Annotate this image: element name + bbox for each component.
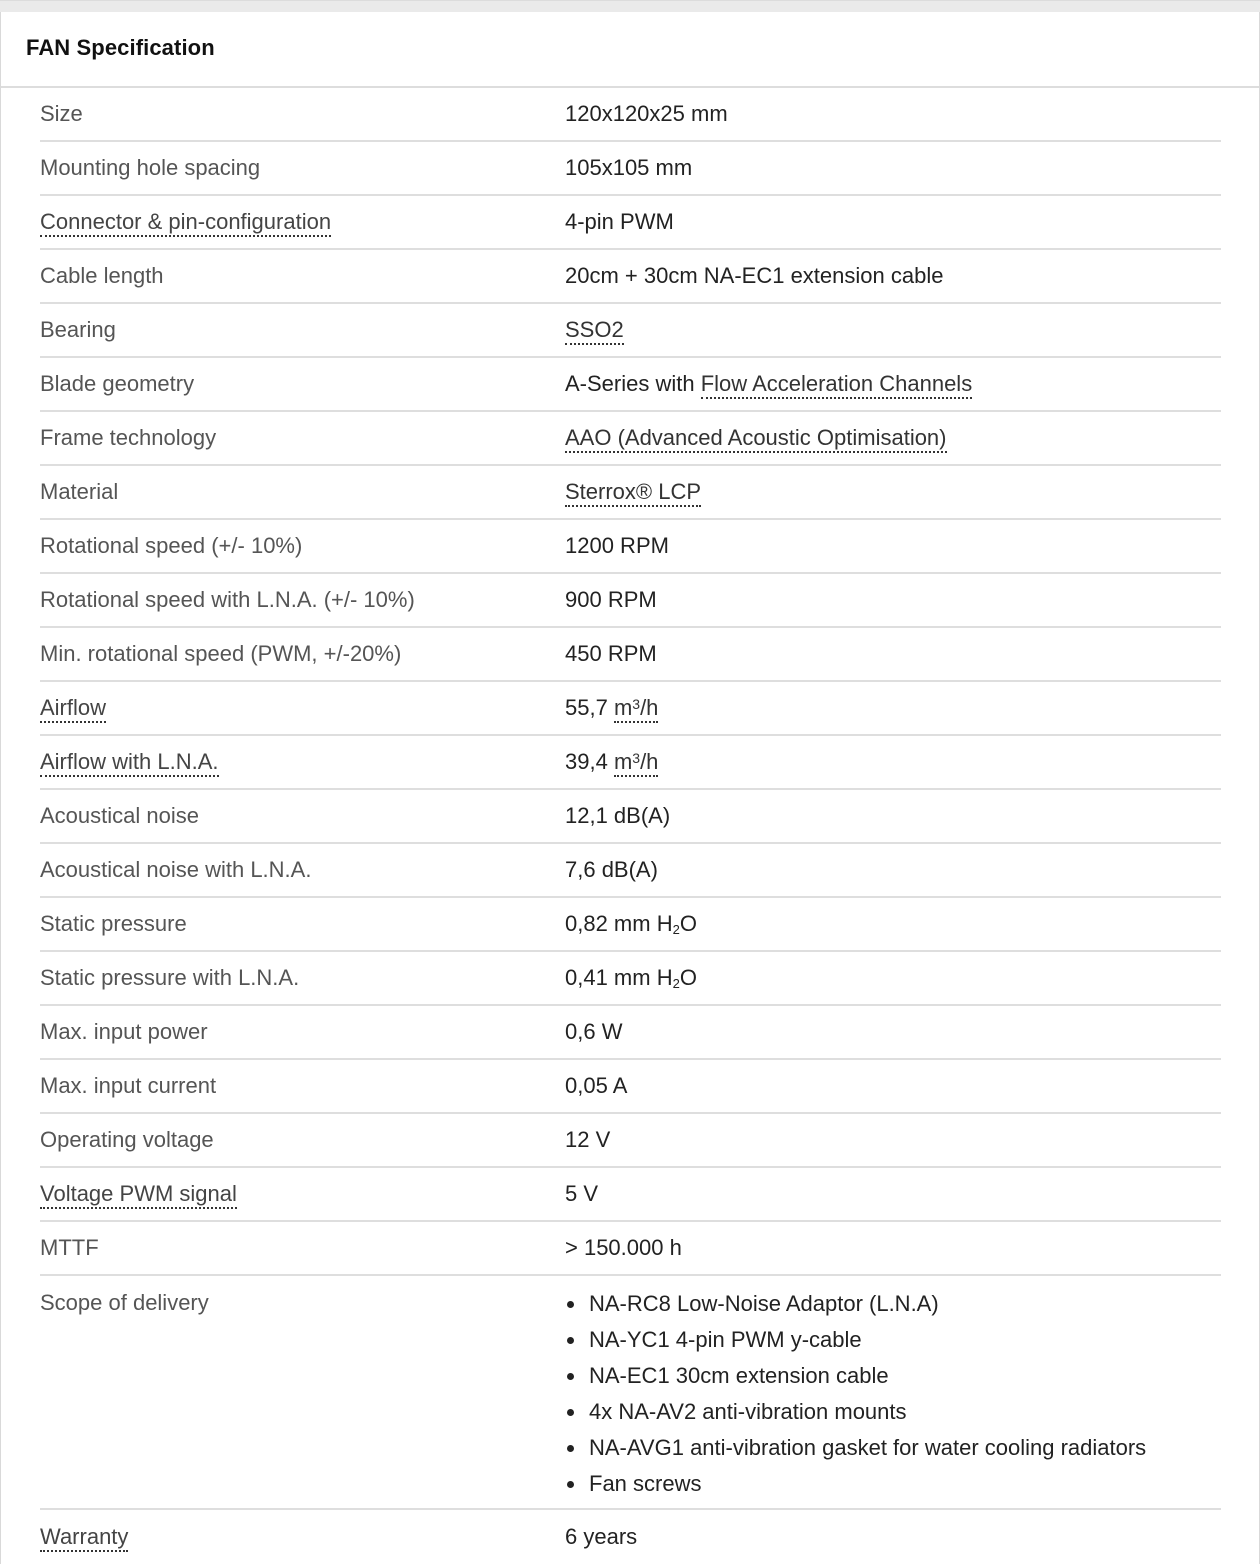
spec-table: [40, 88, 1221, 1564]
airflow-number: 55,7: [565, 695, 614, 720]
spec-label-cell: [40, 1181, 565, 1207]
panel-title: FAN Specification: [26, 35, 215, 60]
spec-label: Max. input current: [40, 1073, 217, 1098]
unit-superscript: 3: [632, 750, 641, 766]
spec-row-max-input-power: [40, 1006, 1221, 1060]
spec-value: > 150.000 h: [565, 1235, 682, 1260]
spec-label: Scope of delivery: [40, 1290, 209, 1315]
spec-value-cell: [565, 965, 1221, 991]
unit-rest: /h: [640, 749, 659, 774]
spec-label: Operating voltage: [40, 1127, 214, 1152]
spec-value-cell: [565, 317, 1221, 343]
spec-row-airflow-lna: [40, 736, 1221, 790]
spec-row-connector: [40, 196, 1221, 250]
fan-specification-panel: [0, 12, 1260, 1564]
spec-label: MTTF: [40, 1235, 99, 1260]
blade-geometry-prefix: A-Series with: [565, 371, 701, 396]
spec-label: Rotational speed (+/- 10%): [40, 533, 303, 558]
spec-row-acoustical-noise: [40, 790, 1221, 844]
airflow-lna-tooltip-link[interactable]: Airflow with L.N.A.: [40, 749, 219, 777]
spec-label: Acoustical noise with L.N.A.: [40, 857, 312, 882]
scope-of-delivery-list: [565, 1276, 1221, 1502]
spec-label: Mounting hole spacing: [40, 155, 261, 180]
spec-label: Bearing: [40, 317, 116, 342]
spec-label: Size: [40, 101, 83, 126]
unit-rest: /h: [640, 695, 659, 720]
flow-acceleration-channels-link[interactable]: Flow Acceleration Channels: [701, 371, 972, 399]
spec-label-cell: [40, 1524, 565, 1550]
bearing-tooltip-link[interactable]: SSO2: [565, 317, 624, 345]
spec-value-cell: [565, 1276, 1221, 1502]
spec-value: 20cm + 30cm NA-EC1 extension cable: [565, 263, 944, 288]
spec-value-cell: [565, 911, 1221, 937]
spec-label-cell: [40, 209, 565, 235]
spec-value: 5 V: [565, 1181, 599, 1206]
connector-tooltip-link[interactable]: Connector & pin-configuration: [40, 209, 331, 237]
spec-value: 105x105 mm: [565, 155, 693, 180]
spec-label: Acoustical noise: [40, 803, 199, 828]
spec-value: 12,1 dB(A): [565, 803, 671, 828]
spec-row-bearing: [40, 304, 1221, 358]
spec-row-operating-voltage: [40, 1114, 1221, 1168]
spec-label: Material: [40, 479, 119, 504]
spec-label: Rotational speed with L.N.A. (+/- 10%): [40, 587, 415, 612]
subscript: 2: [672, 922, 680, 937]
spec-row-min-rotational-speed: [40, 628, 1221, 682]
spec-row-scope-of-delivery: [40, 1276, 1221, 1510]
airflow-lna-number: 39,4: [565, 749, 614, 774]
list-item: 4x NA-AV2 anti-vibration mounts: [565, 1394, 1221, 1430]
spec-label: Max. input power: [40, 1019, 208, 1044]
list-item: NA-EC1 30cm extension cable: [565, 1358, 1221, 1394]
spec-label-cell: [40, 695, 565, 721]
spec-value-cell: [565, 479, 1221, 505]
cubic-meter-unit-link[interactable]: [614, 695, 658, 723]
spec-value: 0,05 A: [565, 1073, 628, 1098]
spec-row-static-pressure-lna: [40, 952, 1221, 1006]
spec-row-airflow: [40, 682, 1221, 736]
spec-label: Blade geometry: [40, 371, 195, 396]
spec-row-cable-length: [40, 250, 1221, 304]
spec-row-voltage-pwm-signal: [40, 1168, 1221, 1222]
spec-row-acoustical-noise-lna: [40, 844, 1221, 898]
unit-base: m: [613, 749, 633, 774]
warranty-tooltip-link[interactable]: Warranty: [40, 1524, 128, 1552]
spec-row-size: [40, 88, 1221, 142]
spec-value: 1200 RPM: [565, 533, 669, 558]
spec-row-blade-geometry: [40, 358, 1221, 412]
spec-label: Static pressure with L.N.A.: [40, 965, 300, 990]
unit-rest: O: [679, 965, 697, 990]
top-strip: [0, 0, 1260, 12]
unit-rest: O: [679, 911, 697, 936]
static-pressure-number: 0,82 mm H: [565, 911, 673, 936]
spec-value-cell: [565, 749, 1221, 775]
spec-value: 120x120x25 mm: [565, 101, 728, 126]
subscript: 2: [672, 976, 680, 991]
spec-value: 6 years: [565, 1524, 638, 1549]
list-item: NA-AVG1 anti-vibration gasket for water cooling radiators: [565, 1430, 1221, 1466]
cubic-meter-unit-link[interactable]: [614, 749, 658, 777]
spec-row-rotational-speed: [40, 520, 1221, 574]
spec-row-mounting-hole-spacing: [40, 142, 1221, 196]
spec-row-rotational-speed-lna: [40, 574, 1221, 628]
spec-label: Static pressure: [40, 911, 187, 936]
unit-superscript: 3: [632, 696, 641, 712]
spec-row-frame-technology: [40, 412, 1221, 466]
spec-value-cell: [565, 425, 1221, 451]
spec-value: 450 RPM: [565, 641, 657, 666]
spec-label: Min. rotational speed (PWM, +/-20%): [40, 641, 402, 666]
unit-base: m: [613, 695, 633, 720]
voltage-pwm-tooltip-link[interactable]: Voltage PWM signal: [40, 1181, 237, 1209]
aao-tooltip-link[interactable]: AAO (Advanced Acoustic Optimisation): [565, 425, 947, 453]
spec-label: Frame technology: [40, 425, 217, 450]
list-item: NA-YC1 4-pin PWM y-cable: [565, 1322, 1221, 1358]
spec-value: 900 RPM: [565, 587, 657, 612]
panel-header: [1, 12, 1259, 88]
spec-row-material: [40, 466, 1221, 520]
spec-value: 4-pin PWM: [565, 209, 674, 234]
list-item: Fan screws: [565, 1466, 1221, 1502]
spec-row-warranty: [40, 1510, 1221, 1564]
spec-value: 0,6 W: [565, 1019, 623, 1044]
spec-row-mttf: [40, 1222, 1221, 1276]
material-tooltip-link[interactable]: Sterrox® LCP: [565, 479, 701, 507]
spec-label-cell: [40, 749, 565, 775]
static-pressure-lna-number: 0,41 mm H: [565, 965, 673, 990]
spec-value: 12 V: [565, 1127, 611, 1152]
spec-value-cell: [565, 371, 1221, 397]
list-item: NA-RC8 Low-Noise Adaptor (L.N.A): [565, 1286, 1221, 1322]
spec-value: 7,6 dB(A): [565, 857, 658, 882]
spec-label: Cable length: [40, 263, 164, 288]
airflow-tooltip-link[interactable]: Airflow: [40, 695, 106, 723]
spec-value-cell: [565, 695, 1221, 721]
spec-row-max-input-current: [40, 1060, 1221, 1114]
spec-row-static-pressure: [40, 898, 1221, 952]
